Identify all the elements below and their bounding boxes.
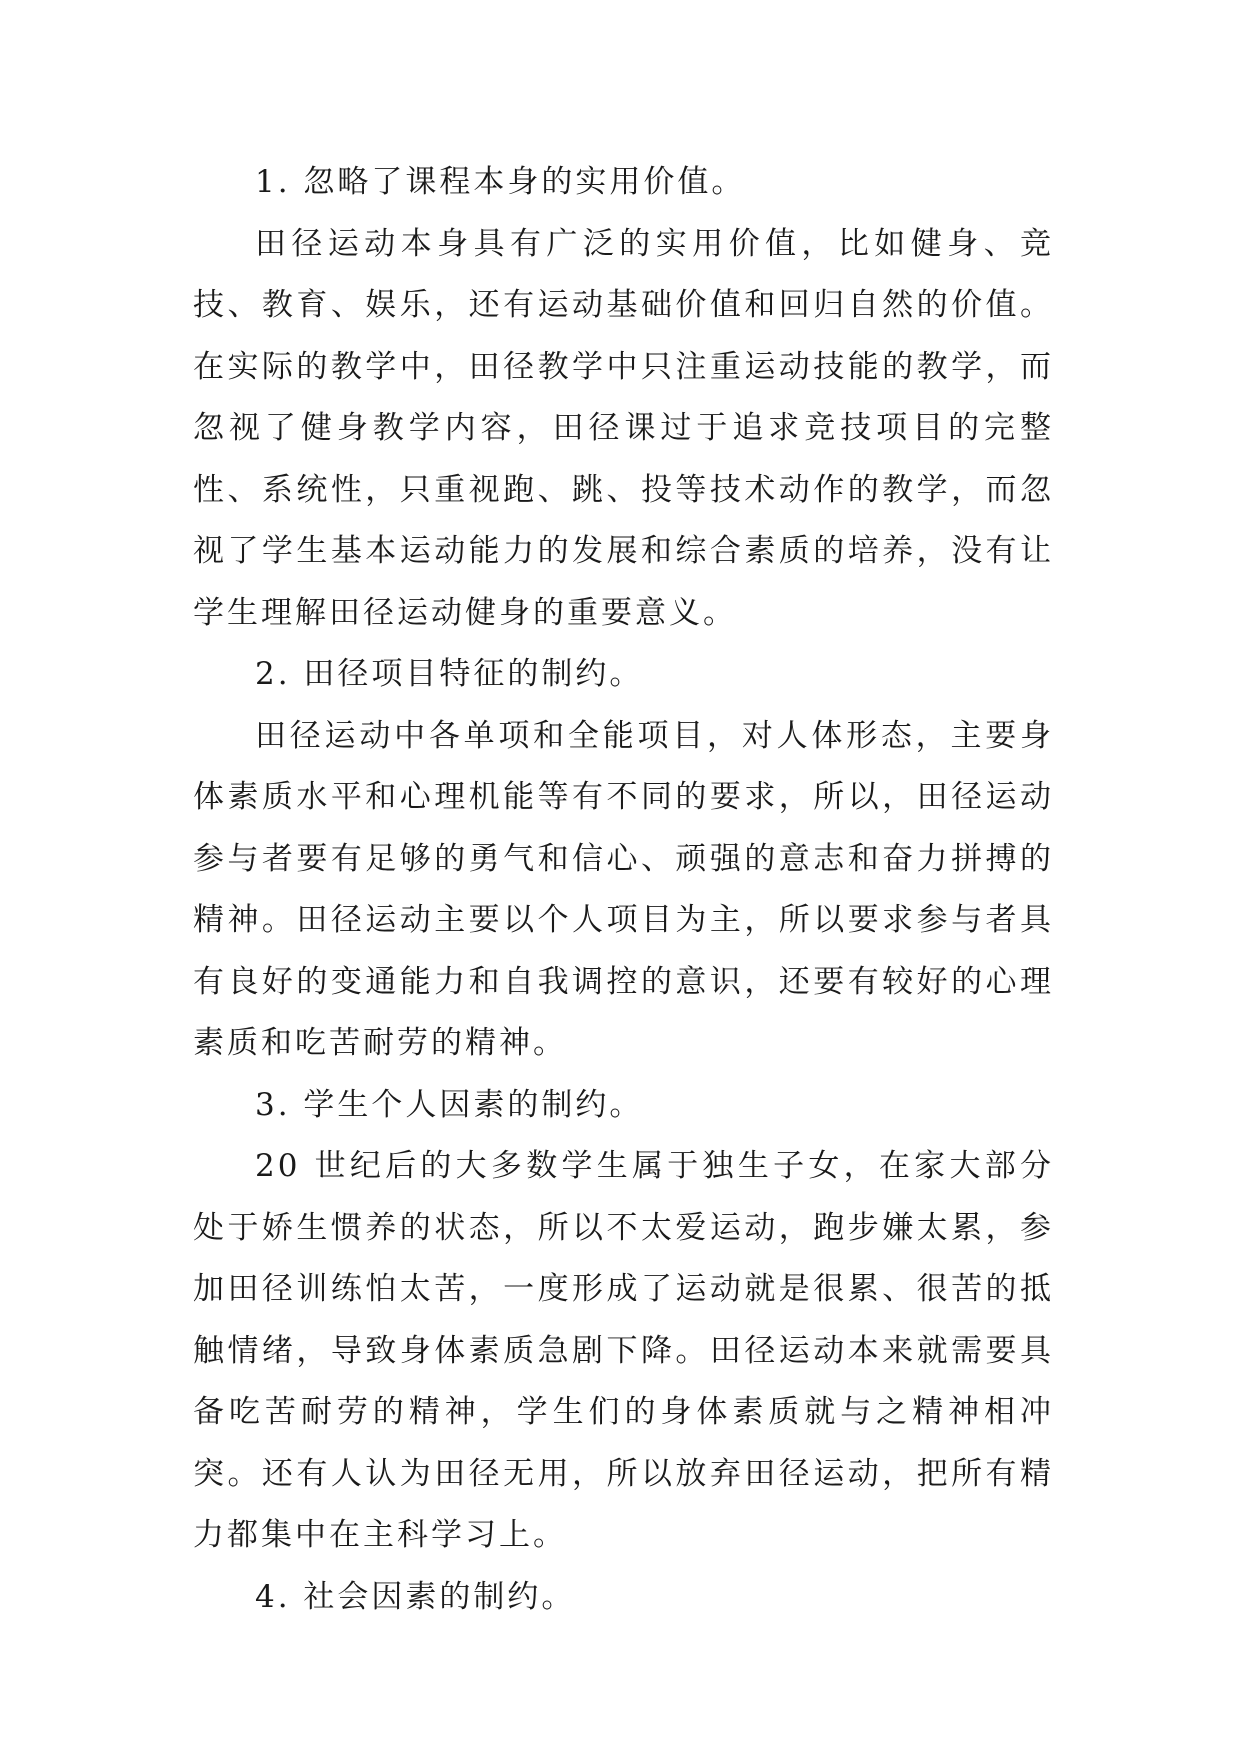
section-heading: 4. 社会因素的制约。 [255, 1578, 576, 1615]
section-paragraph: 田径运动中各单项和全能项目，对人体形态，主要身体素质水平和心理机能等有不同的要求，所以，田径运动参与者要有足够的勇气和信心、顽强的意志和奋力拼搏的精神。田径运动主要以个人项目为主，所以要求参与者具有良好的变通能力和自我调控的意识，还要有较好的心理素质和吃苦耐劳的精神。 [193, 717, 1054, 1061]
section-heading: 2. 田径项目特征的制约。 [255, 656, 644, 692]
section-heading: 1. 忽略了课程本身的实用价值。 [255, 164, 746, 200]
section-heading: 3. 学生个人因素的制约。 [255, 1086, 644, 1123]
document-page [193, 152, 1054, 1628]
section-paragraph: 田径运动本身具有广泛的实用价值，比如健身、竞技、教育、娱乐，还有运动基础价值和回归自然的价值。在实际的教学中，田径教学中只注重运动技能的教学，而忽视了健身教学内容，田径课过于追求竞技项目的完整性、系统性，只重视跑、跳、投等技术动作的教学，而忽视了学生基本运动能力的发展和综合素质的培养，没有让学生理解田径运动健身的重要意义。 [193, 225, 1054, 631]
section-paragraph: 20 世纪后的大多数学生属于独生子女，在家大部分处于娇生惯养的状态，所以不太爱运动，跑步嫌太累，参加田径训练怕太苦，一度形成了运动就是很累、很苦的抵触情绪，导致身体素质急剧下降。田径运动本来就需要具备吃苦耐劳的精神，学生们的身体素质就与之精神相冲突。还有人认为田径无用，所以放弃田径运动，把所有精力都集中在主科学习上。 [193, 1148, 1054, 1553]
